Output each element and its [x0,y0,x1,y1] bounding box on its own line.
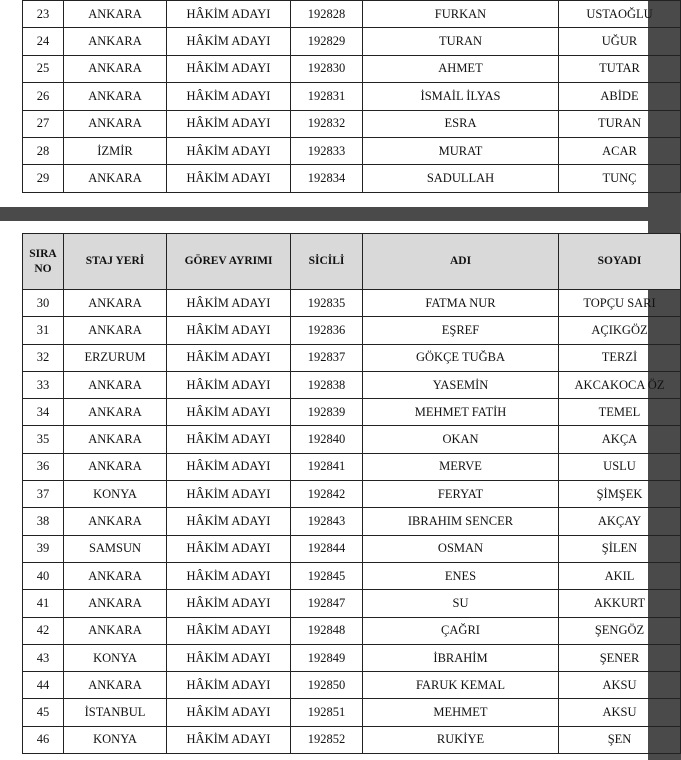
cell-gorev-ayrimi: HÂKİM ADAYI [167,672,291,699]
cell-sira-no: 42 [23,617,64,644]
cell-adi: FURKAN [363,1,559,28]
cell-staj-yeri: KONYA [64,481,167,508]
header-sicili: SİCİLİ [291,234,363,290]
cell-sicili: 192831 [291,83,363,110]
cell-sira-no: 38 [23,508,64,535]
cell-sira-no: 44 [23,672,64,699]
cell-adi: OKAN [363,426,559,453]
cell-adi: FATMA NUR [363,290,559,317]
cell-adi: MEHMET [363,699,559,726]
cell-staj-yeri: ANKARA [64,290,167,317]
cell-sira-no: 31 [23,317,64,344]
document-page-top [0,0,653,207]
cell-gorev-ayrimi: HÂKİM ADAYI [167,1,291,28]
cell-sicili: 192851 [291,699,363,726]
header-sira-no: SIRA NO [23,234,64,290]
cell-staj-yeri: ANKARA [64,1,167,28]
cell-gorev-ayrimi: HÂKİM ADAYI [167,590,291,617]
cell-staj-yeri: İSTANBUL [64,699,167,726]
cell-sira-no: 24 [23,28,64,55]
header-adi: ADI [363,234,559,290]
cell-gorev-ayrimi: HÂKİM ADAYI [167,617,291,644]
table-row [23,28,681,55]
table-row [23,83,681,110]
cell-gorev-ayrimi: HÂKİM ADAYI [167,699,291,726]
cell-adi: MEHMET FATİH [363,399,559,426]
cell-sicili: 192836 [291,317,363,344]
cell-sicili: 192835 [291,290,363,317]
cell-soyadi: AKKURT [559,590,681,617]
cell-staj-yeri: ANKARA [64,590,167,617]
cell-soyadi: ŞENGÖZ [559,617,681,644]
document-page-bottom [0,221,665,760]
cell-sira-no: 27 [23,110,64,137]
table-body-top [23,1,681,193]
table-row [23,344,681,371]
cell-gorev-ayrimi: HÂKİM ADAYI [167,110,291,137]
cell-adi: ÇAĞRI [363,617,559,644]
cell-sira-no: 29 [23,165,64,192]
cell-gorev-ayrimi: HÂKİM ADAYI [167,426,291,453]
cell-soyadi: ŞEN [559,726,681,753]
cell-adi: MURAT [363,137,559,164]
cell-adi: GÖKÇE TUĞBA [363,344,559,371]
cell-soyadi: ŞİLEN [559,535,681,562]
cell-sira-no: 45 [23,699,64,726]
cell-soyadi: TEMEL [559,399,681,426]
cell-staj-yeri: KONYA [64,644,167,671]
table-row [23,535,681,562]
cell-sicili: 192840 [291,426,363,453]
cell-staj-yeri: ANKARA [64,55,167,82]
cell-sicili: 192847 [291,590,363,617]
cell-gorev-ayrimi: HÂKİM ADAYI [167,562,291,589]
cell-soyadi: AKCAKOCA ÖZ [559,371,681,398]
cell-gorev-ayrimi: HÂKİM ADAYI [167,453,291,480]
cell-soyadi: UĞUR [559,28,681,55]
cell-sicili: 192837 [291,344,363,371]
cell-sicili: 192830 [291,55,363,82]
cell-soyadi: TUTAR [559,55,681,82]
table-row [23,290,681,317]
cell-adi: MERVE [363,453,559,480]
header-soyadi: SOYADI [559,234,681,290]
cell-sira-no: 40 [23,562,64,589]
cell-staj-yeri: ANKARA [64,426,167,453]
cell-soyadi: AÇIKGÖZ [559,317,681,344]
cell-gorev-ayrimi: HÂKİM ADAYI [167,344,291,371]
cell-sira-no: 37 [23,481,64,508]
cell-staj-yeri: ANKARA [64,83,167,110]
cell-gorev-ayrimi: HÂKİM ADAYI [167,726,291,753]
cell-sira-no: 34 [23,399,64,426]
cell-sira-no: 26 [23,83,64,110]
cell-gorev-ayrimi: HÂKİM ADAYI [167,371,291,398]
table-row [23,726,681,753]
cell-sicili: 192849 [291,644,363,671]
cell-soyadi: ACAR [559,137,681,164]
cell-staj-yeri: ANKARA [64,562,167,589]
cell-adi: SADULLAH [363,165,559,192]
table-row [23,644,681,671]
cell-sicili: 192841 [291,453,363,480]
cell-sicili: 192839 [291,399,363,426]
cell-sira-no: 46 [23,726,64,753]
table-row [23,481,681,508]
cell-gorev-ayrimi: HÂKİM ADAYI [167,399,291,426]
cell-sira-no: 23 [23,1,64,28]
cell-sicili: 192832 [291,110,363,137]
cell-staj-yeri: ANKARA [64,371,167,398]
cell-staj-yeri: ANKARA [64,165,167,192]
cell-gorev-ayrimi: HÂKİM ADAYI [167,83,291,110]
table-row [23,55,681,82]
cell-sira-no: 35 [23,426,64,453]
table-row [23,562,681,589]
cell-sicili: 192848 [291,617,363,644]
cell-staj-yeri: ANKARA [64,453,167,480]
table-header-row [23,234,681,290]
cell-gorev-ayrimi: HÂKİM ADAYI [167,508,291,535]
cell-sicili: 192838 [291,371,363,398]
cell-adi: EŞREF [363,317,559,344]
cell-soyadi: AKIL [559,562,681,589]
cell-gorev-ayrimi: HÂKİM ADAYI [167,290,291,317]
table-row [23,426,681,453]
cell-adi: ENES [363,562,559,589]
cell-staj-yeri: İZMİR [64,137,167,164]
cell-sicili: 192844 [291,535,363,562]
cell-sira-no: 36 [23,453,64,480]
header-gorev-ayrimi: GÖREV AYRIMI [167,234,291,290]
table-row [23,399,681,426]
cell-soyadi: AKSU [559,699,681,726]
cell-gorev-ayrimi: HÂKİM ADAYI [167,137,291,164]
cell-adi: OSMAN [363,535,559,562]
cell-soyadi: ABİDE [559,83,681,110]
cell-gorev-ayrimi: HÂKİM ADAYI [167,165,291,192]
cell-soyadi: TUNÇ [559,165,681,192]
table-row [23,672,681,699]
table-row [23,617,681,644]
table-row [23,137,681,164]
cell-soyadi: TERZİ [559,344,681,371]
cell-staj-yeri: ANKARA [64,399,167,426]
table-row [23,1,681,28]
cell-adi: İSMAİL İLYAS [363,83,559,110]
cell-adi: FARUK KEMAL [363,672,559,699]
cell-soyadi: TOPÇU SARI [559,290,681,317]
cell-staj-yeri: ANKARA [64,508,167,535]
cell-sira-no: 41 [23,590,64,617]
cell-gorev-ayrimi: HÂKİM ADAYI [167,535,291,562]
cell-sicili: 192829 [291,28,363,55]
cell-sira-no: 33 [23,371,64,398]
candidate-table-top [22,0,681,193]
cell-sicili: 192845 [291,562,363,589]
cell-soyadi: ŞENER [559,644,681,671]
cell-sicili: 192850 [291,672,363,699]
cell-staj-yeri: ERZURUM [64,344,167,371]
cell-gorev-ayrimi: HÂKİM ADAYI [167,28,291,55]
cell-sicili: 192852 [291,726,363,753]
cell-sira-no: 28 [23,137,64,164]
cell-soyadi: AKÇA [559,426,681,453]
cell-soyadi: ŞİMŞEK [559,481,681,508]
cell-sicili: 192834 [291,165,363,192]
cell-adi: SU [363,590,559,617]
cell-adi: ESRA [363,110,559,137]
table-row [23,508,681,535]
cell-sicili: 192828 [291,1,363,28]
header-staj-yeri: STAJ YERİ [64,234,167,290]
cell-adi: İBRAHİM [363,644,559,671]
cell-gorev-ayrimi: HÂKİM ADAYI [167,481,291,508]
table-row [23,317,681,344]
cell-gorev-ayrimi: HÂKİM ADAYI [167,55,291,82]
table-row [23,699,681,726]
cell-adi: IBRAHIM SENCER [363,508,559,535]
cell-sicili: 192833 [291,137,363,164]
table-row [23,110,681,137]
cell-soyadi: TURAN [559,110,681,137]
cell-sira-no: 32 [23,344,64,371]
cell-staj-yeri: ANKARA [64,110,167,137]
table-row [23,165,681,192]
cell-staj-yeri: ANKARA [64,672,167,699]
cell-sicili: 192843 [291,508,363,535]
cell-adi: YASEMİN [363,371,559,398]
cell-soyadi: USLU [559,453,681,480]
cell-gorev-ayrimi: HÂKİM ADAYI [167,317,291,344]
cell-staj-yeri: KONYA [64,726,167,753]
cell-soyadi: AKSU [559,672,681,699]
table-body-bottom [23,290,681,754]
cell-sicili: 192842 [291,481,363,508]
table-row [23,590,681,617]
table-row [23,371,681,398]
cell-soyadi: AKÇAY [559,508,681,535]
cell-adi: TURAN [363,28,559,55]
cell-staj-yeri: ANKARA [64,617,167,644]
cell-staj-yeri: SAMSUN [64,535,167,562]
cell-adi: AHMET [363,55,559,82]
cell-staj-yeri: ANKARA [64,317,167,344]
cell-soyadi: USTAOĞLU [559,1,681,28]
cell-gorev-ayrimi: HÂKİM ADAYI [167,644,291,671]
cell-sira-no: 39 [23,535,64,562]
cell-sira-no: 43 [23,644,64,671]
cell-sira-no: 25 [23,55,64,82]
cell-sira-no: 30 [23,290,64,317]
cell-adi: FERYAT [363,481,559,508]
cell-staj-yeri: ANKARA [64,28,167,55]
table-row [23,453,681,480]
candidate-table-bottom [22,233,681,754]
cell-adi: RUKİYE [363,726,559,753]
